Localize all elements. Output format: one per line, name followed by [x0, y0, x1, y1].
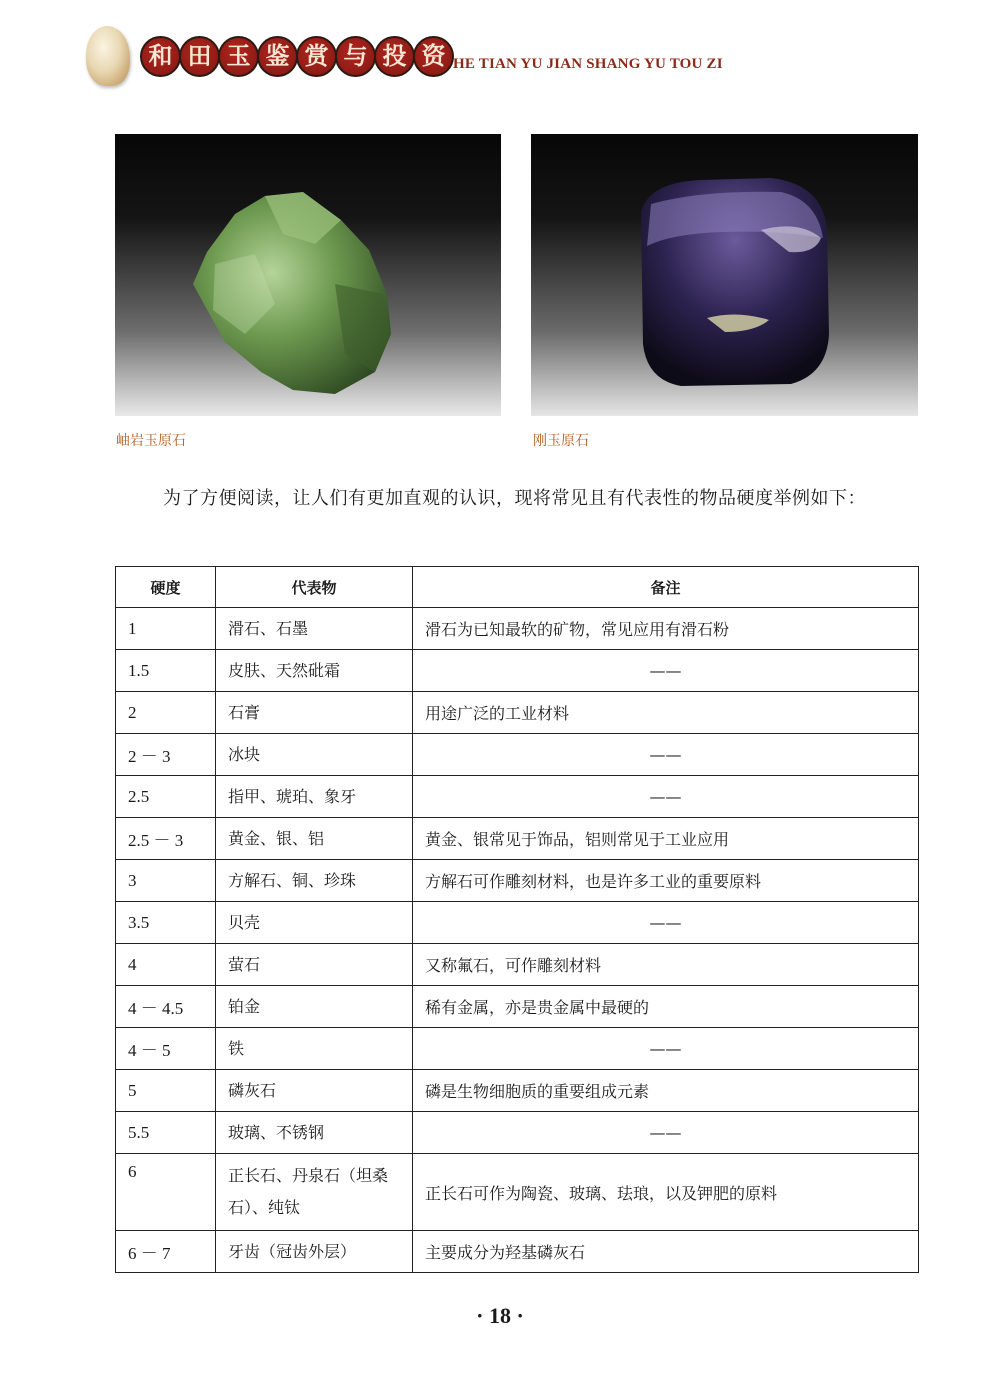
representatives-cell [216, 1070, 413, 1112]
jade-carving-logo [86, 26, 130, 86]
title-char: 田 [179, 36, 220, 77]
representatives-text: 磷灰石 [228, 1080, 277, 1100]
representatives-cell [216, 902, 413, 944]
note-cell [413, 1028, 919, 1070]
note-dash: —— [649, 1123, 682, 1142]
note-cell [413, 608, 919, 650]
table-row [116, 944, 919, 986]
representatives-text: 石膏 [228, 702, 261, 722]
note-cell [413, 692, 919, 734]
table-row [116, 902, 919, 944]
title-char: 与 [335, 36, 376, 77]
hardness-cell: 5.5 [116, 1112, 216, 1154]
note-text: 方解石可作雕刻材料，也是许多工业的重要原料 [425, 872, 762, 891]
note-text: 正长石可作为陶瓷、玻璃、珐琅，以及钾肥的原料 [425, 1183, 778, 1203]
table-row [116, 692, 919, 734]
header-representatives: 代表物 [216, 567, 413, 608]
representatives-cell [216, 734, 413, 776]
table-row [116, 1028, 919, 1070]
header-hardness: 硬度 [116, 567, 216, 608]
representatives-cell [216, 986, 413, 1028]
representatives-cell [216, 1154, 413, 1231]
xiuyan-jade-rough-stone [115, 134, 501, 416]
note-cell [413, 1112, 919, 1154]
table-row [116, 986, 919, 1028]
title-char: 玉 [218, 36, 259, 77]
table-body [116, 608, 919, 1273]
title-char: 鉴 [257, 36, 298, 77]
note-cell [413, 944, 919, 986]
hardness-cell: 6 [116, 1154, 216, 1231]
representatives-cell [216, 1028, 413, 1070]
hardness-cell: 2 － 3 [116, 734, 216, 776]
representatives-text: 铂金 [228, 996, 261, 1016]
title-char: 赏 [296, 36, 337, 77]
hardness-cell: 4 － 5 [116, 1028, 216, 1070]
page-number: · 18 · [476, 1303, 524, 1328]
note-cell [413, 1154, 919, 1231]
book-title-pinyin: HE TIAN YU JIAN SHANG YU TOU ZI [453, 56, 723, 72]
title-char: 资 [413, 36, 454, 77]
note-dash: —— [649, 913, 682, 932]
table-row [116, 1231, 919, 1273]
header-notes: 备注 [413, 567, 919, 608]
book-title [140, 36, 452, 77]
note-cell [413, 734, 919, 776]
table-row [116, 860, 919, 902]
representatives-cell [216, 650, 413, 692]
note-text: 黄金、银常见于饰品，铝则常见于工业应用 [425, 830, 730, 849]
note-cell [413, 1070, 919, 1112]
note-cell [413, 776, 919, 818]
note-cell [413, 860, 919, 902]
hardness-cell: 3 [116, 860, 216, 902]
hardness-cell: 1 [116, 608, 216, 650]
note-dash: —— [649, 787, 682, 806]
table-header-row [116, 567, 919, 608]
table-row [116, 608, 919, 650]
corundum-rough-stone [531, 134, 918, 416]
note-text: 又称氟石，可作雕刻材料 [425, 956, 602, 975]
representatives-cell [216, 608, 413, 650]
hardness-cell: 2.5 － 3 [116, 818, 216, 860]
note-cell [413, 902, 919, 944]
table-row [116, 1070, 919, 1112]
table-row [116, 818, 919, 860]
xiuyan-jade-photo [115, 134, 501, 416]
hardness-cell: 2.5 [116, 776, 216, 818]
hardness-cell: 1.5 [116, 650, 216, 692]
hardness-cell: 4 － 4.5 [116, 986, 216, 1028]
hardness-cell: 5 [116, 1070, 216, 1112]
title-char: 投 [374, 36, 415, 77]
note-dash: —— [649, 745, 682, 764]
table-row [116, 734, 919, 776]
hardness-cell: 6 － 7 [116, 1231, 216, 1273]
note-text: 主要成分为羟基磷灰石 [425, 1243, 586, 1262]
representatives-text: 滑石、石墨 [228, 618, 309, 638]
right-photo-caption: 刚玉原石 [533, 433, 589, 449]
table-row [116, 650, 919, 692]
hardness-cell: 4 [116, 944, 216, 986]
left-photo-caption: 岫岩玉原石 [116, 433, 186, 449]
intro-paragraph: 为了方便阅读，让人们有更加直观的认识，现将常见且有代表性的物品硬度举例如下： [163, 488, 866, 509]
representatives-text: 牙齿（冠齿外层） [228, 1241, 357, 1261]
representatives-text: 指甲、琥珀、象牙 [228, 786, 357, 806]
title-char: 和 [140, 36, 181, 77]
note-cell [413, 1231, 919, 1273]
table-row [116, 776, 919, 818]
representatives-text: 黄金、银、铝 [228, 828, 325, 848]
note-text: 用途广泛的工业材料 [425, 704, 570, 723]
note-text: 磷是生物细胞质的重要组成元素 [425, 1082, 650, 1101]
note-cell [413, 986, 919, 1028]
representatives-cell [216, 818, 413, 860]
representatives-cell [216, 860, 413, 902]
note-cell [413, 818, 919, 860]
representatives-text: 正长石、丹泉石（坦桑石）、纯钛 [228, 1166, 389, 1217]
hardness-table [115, 566, 919, 1273]
representatives-cell [216, 944, 413, 986]
representatives-cell [216, 1112, 413, 1154]
note-dash: —— [649, 661, 682, 680]
running-header [80, 20, 780, 100]
representatives-cell [216, 692, 413, 734]
representatives-text: 冰块 [228, 744, 261, 764]
representatives-cell [216, 776, 413, 818]
corundum-photo [531, 134, 918, 416]
note-dash: —— [649, 1039, 682, 1058]
table-row [116, 1154, 919, 1231]
representatives-text: 皮肤、天然砒霜 [228, 660, 341, 680]
representatives-text: 方解石、铜、珍珠 [228, 870, 357, 890]
note-text: 稀有金属，亦是贵金属中最硬的 [425, 998, 650, 1017]
note-text: 滑石为已知最软的矿物，常见应用有滑石粉 [425, 620, 730, 639]
representatives-text: 铁 [228, 1038, 245, 1058]
representatives-text: 萤石 [228, 954, 261, 974]
table-row [116, 1112, 919, 1154]
representatives-cell [216, 1231, 413, 1273]
note-cell [413, 650, 919, 692]
representatives-text: 贝壳 [228, 912, 261, 932]
hardness-cell: 2 [116, 692, 216, 734]
representatives-text: 玻璃、不锈钢 [228, 1122, 325, 1142]
hardness-cell: 3.5 [116, 902, 216, 944]
